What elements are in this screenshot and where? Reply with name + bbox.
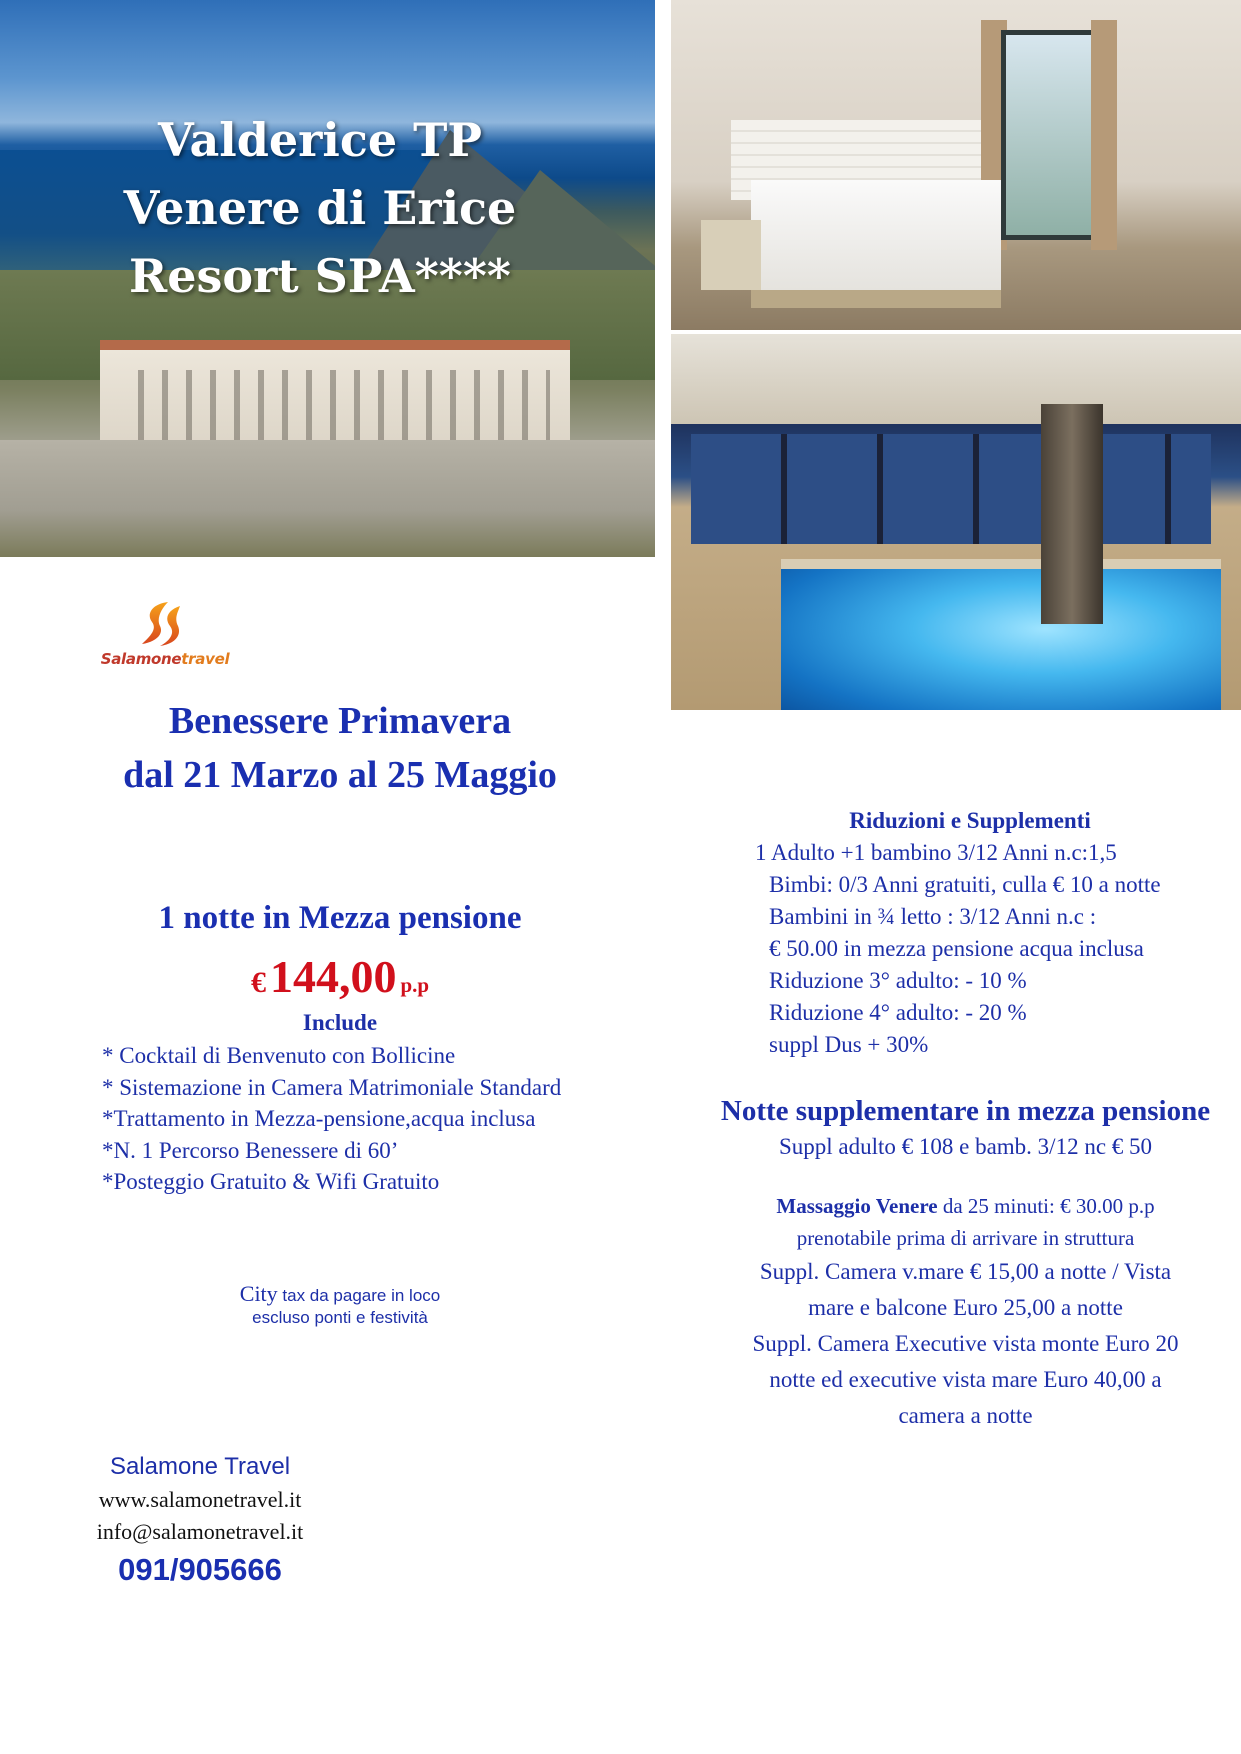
reduction-item: Bimbi: 0/3 Anni gratuiti, culla € 10 a notte — [769, 872, 1161, 897]
contact-name: Salamone Travel — [109, 1453, 291, 1480]
include-label: Include — [302, 1010, 378, 1035]
include-item: *Trattamento in Mezza-pensione,acqua inclusa — [102, 1106, 536, 1131]
price-currency: € — [250, 966, 266, 999]
hero-title-line-2: Venere di Erice — [123, 181, 517, 235]
hero-title-line-1: Valderice TP — [158, 113, 482, 167]
room-supplements — [690, 1254, 1241, 1434]
promo-headline — [0, 694, 680, 802]
city-tax-word: City — [239, 1281, 278, 1306]
hero-photo-resort — [0, 0, 655, 557]
extra-night-title: Notte supplementare in mezza pensione — [720, 1095, 1211, 1127]
logo-word-salamone: Salamone — [100, 650, 182, 668]
pool-ceiling — [671, 334, 1241, 424]
pool-column — [1041, 404, 1103, 624]
supplement-line: Suppl. Camera v.mare € 15,00 a notte / Vista — [759, 1259, 1172, 1284]
supplement-line: camera a notte — [898, 1403, 1033, 1428]
room-nightstand — [701, 220, 761, 290]
massage-line-2: prenotabile prima di arrivare in struttura — [796, 1226, 1135, 1250]
salamone-travel-logo — [90, 600, 240, 672]
pool-water — [781, 559, 1221, 710]
supplement-line: Suppl. Camera Executive vista monte Euro 20 — [752, 1331, 1179, 1356]
city-tax-line-2: escluso ponti e festività — [252, 1308, 428, 1327]
logo-wordmark — [90, 650, 240, 668]
massage-detail: da 25 minuti: € 30.00 p.p — [937, 1194, 1155, 1218]
price-unit: p.p — [400, 973, 430, 997]
logo-word-travel: travel — [181, 650, 230, 668]
hero-plaza — [0, 440, 655, 557]
room-window — [1001, 30, 1101, 240]
massage-block — [690, 1190, 1241, 1254]
include-list — [102, 1040, 561, 1198]
pool-photo — [671, 334, 1241, 710]
headline-line-2: dal 21 Marzo al 25 Maggio — [123, 754, 557, 796]
include-item: * Cocktail di Benvenuto con Bollicine — [102, 1043, 456, 1068]
reductions-block — [745, 805, 1235, 1061]
include-item: * Sistemazione in Camera Matrimoniale Standard — [102, 1074, 562, 1100]
include-item: *N. 1 Percorso Benessere di 60’ — [102, 1137, 399, 1163]
contact-block — [0, 1450, 400, 1592]
offer-title: 1 notte in Mezza pensione — [158, 900, 522, 936]
reduction-item: Bambini in ¾ letto : 3/12 Anni n.c : — [769, 904, 1097, 929]
headline-line-1: Benessere Primavera — [168, 700, 512, 742]
massage-name: Massaggio Venere — [776, 1194, 938, 1218]
contact-phone[interactable]: 091/905666 — [118, 1552, 282, 1587]
city-tax-rest: tax da pagare in loco — [277, 1286, 441, 1305]
offer-price — [0, 950, 680, 1003]
include-item: *Posteggio Gratuito & Wifi Gratuito — [102, 1169, 440, 1194]
hero-title-line-3: Resort SPA**** — [129, 249, 511, 303]
price-amount: 144,00 — [269, 951, 397, 1002]
reduction-item: Riduzione 4° adulto: - 20 % — [769, 1000, 1027, 1025]
extra-night-subtitle: Suppl adulto € 108 e bamb. 3/12 nc € 50 — [778, 1134, 1153, 1159]
contact-website-link[interactable]: www.salamonetravel.it — [98, 1487, 302, 1512]
room-curtain-right — [1091, 20, 1117, 250]
reductions-first-line: 1 Adulto +1 bambino 3/12 Anni n.c:1,5 — [755, 840, 1117, 865]
reduction-item: Riduzione 3° adulto: - 10 % — [769, 968, 1027, 993]
city-tax-note — [0, 1283, 680, 1329]
hero-building-windows — [120, 370, 550, 440]
logo-swirl-icon — [138, 600, 184, 648]
contact-email-link[interactable]: info@salamonetravel.it — [96, 1519, 304, 1544]
reduction-item: € 50.00 in mezza pensione acqua inclusa — [769, 936, 1144, 961]
supplement-line: notte ed executive vista mare Euro 40,00 a — [769, 1367, 1162, 1392]
room-photo — [671, 0, 1241, 330]
room-bed — [751, 180, 1001, 308]
reductions-title: Riduzioni e Supplementi — [849, 808, 1091, 833]
reduction-item: suppl Dus + 30% — [769, 1032, 929, 1057]
supplement-line: mare e balcone Euro 25,00 a notte — [808, 1295, 1123, 1320]
pool-windows — [691, 434, 1211, 544]
